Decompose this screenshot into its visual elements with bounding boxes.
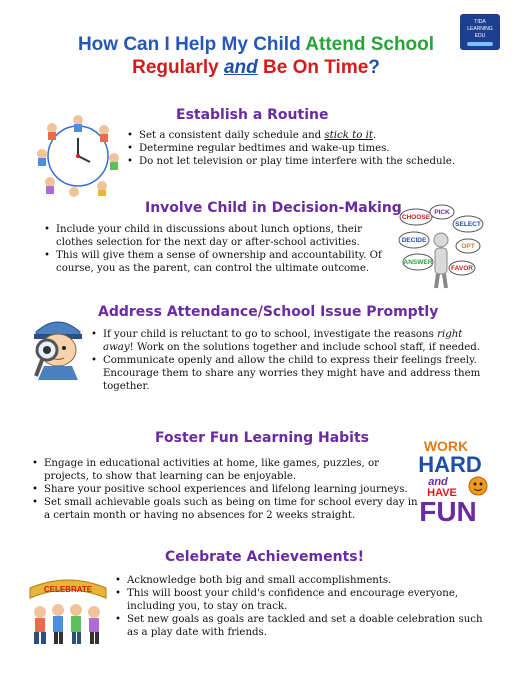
- routine-clock-illustration: [38, 112, 118, 196]
- title-part: Regularly: [132, 57, 224, 78]
- emphasis-text: stick to it: [324, 130, 373, 141]
- section-heading-decision: Involve Child in Decision-Making: [145, 200, 402, 216]
- list-item: [89, 328, 484, 354]
- list-item: • This will boost your child's confidence and encourage everyone, including you, to stay on track.: [113, 587, 485, 613]
- bubble-label: CHOOSE: [401, 214, 431, 221]
- title-and: and: [223, 57, 258, 78]
- list-item: • Share your positive school experiences and lifelong learning journeys.: [30, 483, 425, 496]
- title-part: Be On Time: [257, 57, 369, 78]
- logo-text-3: EDU: [474, 33, 486, 39]
- poster-word: HAVE: [427, 487, 457, 499]
- poster-word: WORK: [423, 438, 469, 454]
- list-item-text: If your child is reluctant to go to school, investigate the reasons: [103, 329, 438, 340]
- section-heading-celebrate: Celebrate Achievements!: [165, 549, 364, 565]
- list-item-text: ! Work on the solutions together and include school staff, if needed.: [129, 342, 480, 353]
- school-logo: [460, 14, 500, 50]
- routine-list: [125, 129, 485, 168]
- bubble-label: OPT: [461, 243, 475, 250]
- list-item: • Communicate openly and allow the child to express their feelings freely. Encourage them to share any worries they might have and address them together.: [89, 354, 484, 393]
- title-question-mark: ?: [368, 57, 380, 78]
- list-item: • Engage in educational activities at home, like games, puzzles, or projects, to show that learning can be enjoyable.: [30, 457, 425, 483]
- list-item: • Determine regular bedtimes and wake-up times.: [125, 142, 485, 155]
- list-item-text: .: [372, 130, 377, 141]
- banner-text: CELEBRATE: [43, 585, 93, 594]
- learning-list: [30, 457, 425, 522]
- celebrate-kids-illustration: [28, 574, 108, 648]
- logo-text-1: TIDA: [474, 19, 486, 25]
- page-title-line2: [0, 56, 512, 79]
- decision-bubbles-illustration: [398, 200, 488, 290]
- decision-list: [42, 223, 402, 275]
- list-item: • Include your child in discussions about lunch options, their clothes selection for the next day or after-school activities.: [42, 223, 402, 249]
- list-item: [125, 129, 485, 142]
- list-item: • Acknowledge both big and small accomplishments.: [113, 574, 485, 587]
- section-heading-attendance: Address Attendance/School Issue Promptly: [98, 304, 439, 320]
- logo-swoosh: [467, 42, 493, 46]
- page-title-line1: [0, 33, 512, 56]
- bubble-label: ANSWER: [403, 259, 433, 266]
- poster-word: FUN: [419, 496, 477, 527]
- section-heading-learning: Foster Fun Learning Habits: [155, 430, 369, 446]
- attendance-list: [89, 328, 484, 393]
- title-part: How Can I Help My Child: [77, 34, 306, 55]
- list-item: • Do not let television or play time interfere with the schedule.: [125, 155, 485, 168]
- celebrate-list: [113, 574, 485, 639]
- work-hard-have-fun-poster: [420, 434, 500, 526]
- bubble-label: FAVOR: [451, 265, 473, 272]
- detective-boy-illustration: [30, 314, 86, 380]
- title-highlight: Attend School: [305, 34, 435, 55]
- list-item: • Set new goals as goals are tackled and set a doable celebration such as a play date with friends.: [113, 613, 485, 639]
- emphasis-text: right away: [103, 329, 463, 353]
- bubble-label: SELECT: [455, 221, 481, 228]
- list-item: • This will give them a sense of ownership and accountability. Of course, you as the parent, can control the ultimate outcome.: [42, 249, 402, 275]
- bubble-label: DECIDE: [401, 237, 427, 244]
- list-item-text: Set a consistent daily schedule and: [139, 130, 325, 141]
- poster-word: and: [428, 476, 448, 488]
- list-item: • Set small achievable goals such as being on time for school every day in a certain month or having no absences for 2 weeks straight.: [30, 496, 425, 522]
- bubble-label: PICK: [434, 209, 450, 216]
- logo-text-2: LEARNING: [467, 26, 493, 32]
- section-heading-routine: Establish a Routine: [176, 107, 329, 123]
- poster-word: HARD: [418, 452, 482, 477]
